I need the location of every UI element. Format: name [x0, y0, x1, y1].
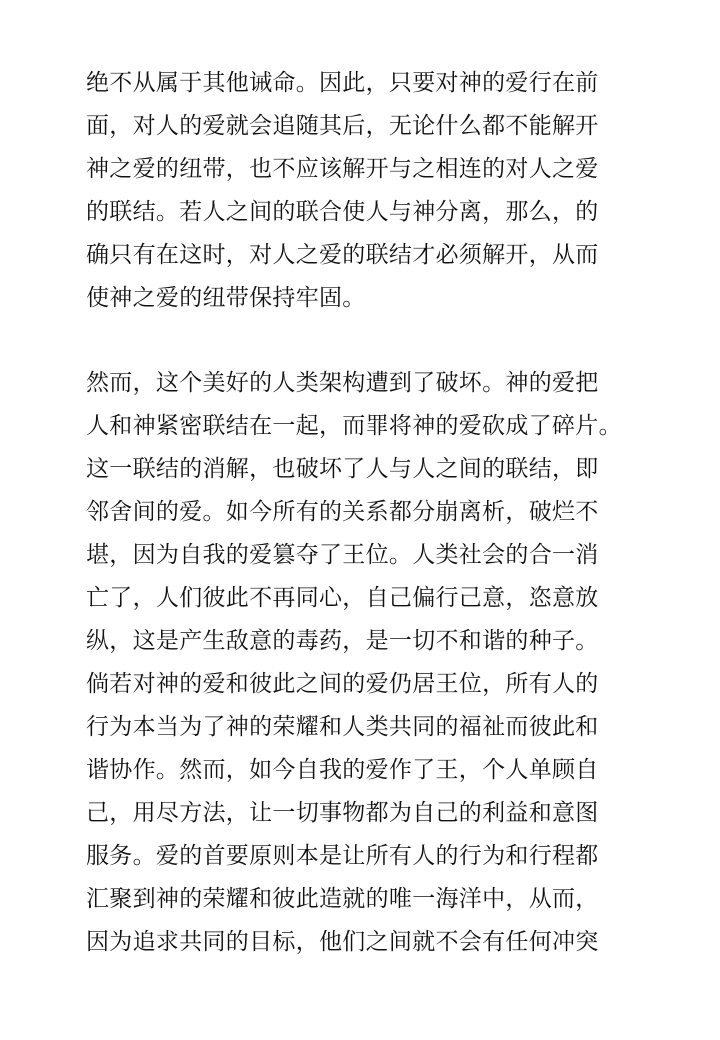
text-line: 谐协作。然而，如今自我的爱作了王，个人单顾自: [86, 757, 599, 783]
text-line: 堪，因为自我的爱篡夺了王位。人类社会的合一消: [86, 542, 599, 568]
text-line: 亡了，人们彼此不再同心，自己偏行己意，恣意放: [86, 585, 599, 611]
text-line: 然而，这个美好的人类架构遭到了破坏。神的爱把: [86, 370, 599, 396]
text-line: 服务。爱的首要原则本是让所有人的行为和行程都: [86, 843, 599, 869]
text-line: 确只有在这时，对人之爱的联结才必须解开，从而: [86, 242, 599, 268]
text-line: 这一联结的消解，也破坏了人与人之间的联结，即: [86, 456, 599, 482]
text-line: 人和神紧密联结在一起，而罪将神的爱砍成了碎片。: [86, 413, 622, 439]
text-line: 己，用尽方法，让一切事物都为自己的利益和意图: [86, 800, 599, 826]
text-line: 倘若对神的爱和彼此之间的爱仍居王位，所有人的: [86, 671, 599, 697]
text-line: 面，对人的爱就会追随其后，无论什么都不能解开: [86, 113, 599, 139]
text-line: 绝不从属于其他诫命。因此，只要对神的爱行在前: [86, 70, 599, 96]
text-line: 纵，这是产生敌意的毒药，是一切不和谐的种子。: [86, 628, 599, 654]
paragraph-2: [86, 362, 706, 964]
text-line: 神之爱的纽带，也不应该解开与之相连的对人之爱: [86, 156, 599, 182]
text-line: 邻舍间的爱。如今所有的关系都分崩离析，破烂不: [86, 499, 599, 525]
document-page: [86, 62, 706, 964]
text-line: 使神之爱的纽带保持牢固。: [86, 285, 366, 311]
text-line: 因为追求共同的目标，他们之间就不会有任何冲突: [86, 929, 599, 955]
text-line: 汇聚到神的荣耀和彼此造就的唯一海洋中，从而，: [86, 886, 599, 912]
text-line: 行为本当为了神的荣耀和人类共同的福祉而彼此和: [86, 714, 599, 740]
paragraph-1: [86, 62, 706, 320]
text-line: 的联结。若人之间的联合使人与神分离，那么，的: [86, 199, 599, 225]
